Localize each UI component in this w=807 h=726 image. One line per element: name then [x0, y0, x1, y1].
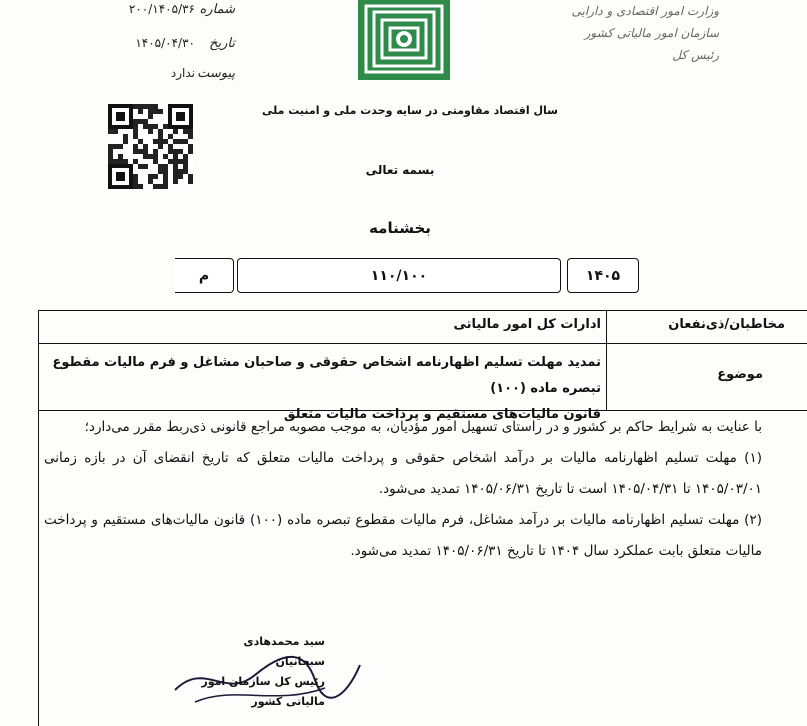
number-suffix: م: [175, 258, 234, 293]
number-row: [85, 2, 235, 20]
attachment-label: پیوست: [197, 66, 235, 81]
signatory-title: رئیس کل سازمان امور مالیاتی کشور: [201, 675, 325, 708]
subject-line-1: تمدید مهلت تسلیم اظهارنامه اشخاص حقوقی و صاحبان مشاغل و فرم مالیات مقطوع تبصره ماده (۱۰۰): [52, 355, 601, 396]
office-title: رئیس کل: [672, 48, 719, 62]
subject-label: موضوع: [717, 367, 763, 382]
addressee-value: ادارات کل امور مالیاتی: [453, 317, 601, 332]
body-intro: با عنایت به شرایط حاکم بر کشور و در راستای تسهیل امور مؤدیان، به موجب مصوبه مراجع قانونی ذی‌ربط مقرر می‌دارد؛: [84, 419, 762, 435]
letterhead: [519, 0, 719, 66]
number-value: ۲۰۰/۱۴۰۵/۳۶: [128, 2, 195, 16]
organization-name: سازمان امور مالیاتی کشور: [584, 26, 719, 40]
circular-number-box: [175, 258, 640, 295]
addressee-label: مخاطبان/ذی‌نفعان: [668, 317, 785, 332]
number-year: ۱۴۰۵: [567, 258, 639, 293]
signatory-block: [195, 632, 325, 712]
number-code: ۱۱۰/۱۰۰: [237, 258, 561, 293]
qr-code-icon: [108, 104, 193, 189]
body-item-2: (۲) مهلت تسلیم اظهارنامه مالیات بر درآمد مشاغل، فرم مالیات مقطوع تبصره ماده (۱۰۰) قانون مالیات‌های مستقیم و پرداخت مالیات متعلق بابت عملکرد سال ۱۴۰۴ تا تاریخ ۱۴۰۵/۰۶/۳۱ تمدید می‌شود.: [44, 512, 762, 559]
circular-body: [44, 412, 762, 567]
date-value: ۱۴۰۵/۰۴/۳۰: [135, 36, 195, 50]
number-label: شماره: [199, 2, 235, 17]
document-type-title: بخشنامه: [369, 219, 431, 237]
date-row: [85, 36, 235, 54]
tax-administration-emblem-icon: [356, 0, 452, 82]
attachment-value: ندارد: [170, 66, 195, 80]
bismillah: بسمه تعالی: [365, 163, 435, 177]
attachment-row: [85, 66, 235, 84]
year-slogan: سال اقتصاد مقاومتی در سایه وحدت ملی و امنیت ملی: [262, 104, 558, 117]
date-label: تاریخ: [209, 36, 235, 51]
ministry-name: وزارت امور اقتصادی و دارایی: [571, 4, 719, 18]
subject-line-2: قانون مالیات‌های مستقیم و پرداخت مالیات متعلق: [283, 407, 601, 422]
body-item-1: (۱) مهلت تسلیم اظهارنامه مالیات بر درآمد اشخاص حقوقی و پرداخت مالیات متعلق که تاریخ انقضای آن در بازه زمانی ۱۴۰۵/۰۳/۰۱ تا ۱۴۰۵/۰۴/۳۱ است تا تاریخ ۱۴۰۵/۰۶/۳۱ تمدید می‌شود.: [44, 450, 762, 497]
signatory-name: سید محمدهادی سبحانیان: [243, 635, 325, 668]
